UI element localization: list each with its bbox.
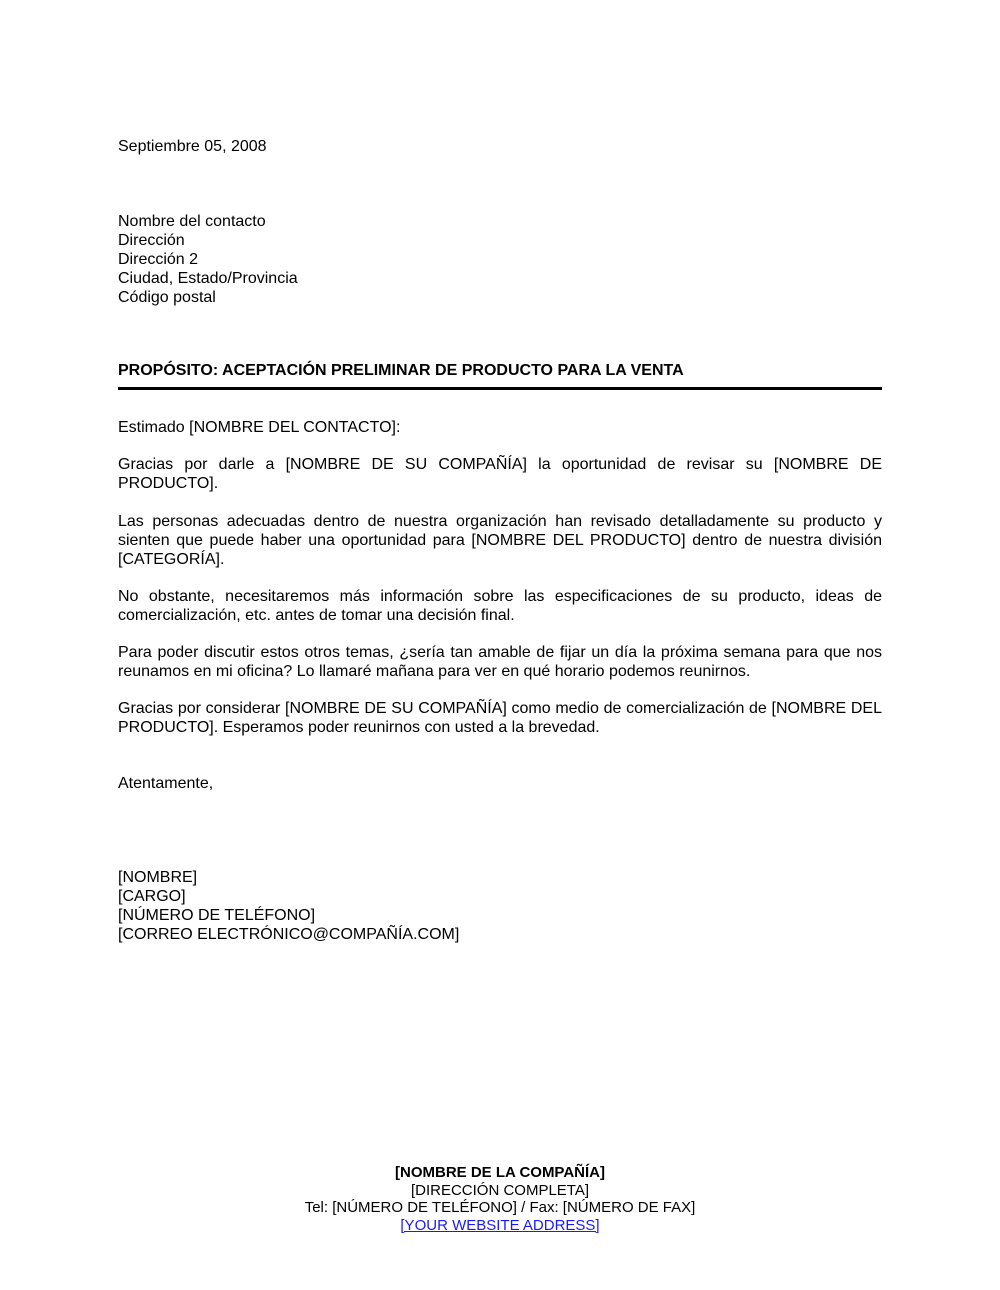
address-line-2: Dirección 2: [118, 251, 199, 268]
body-paragraph-3: No obstante, necesitaremos más información sobre las especificaciones de su producto, ideas de comercialización, etc. antes de tomar una decisión final.: [118, 588, 882, 624]
body-paragraph-1: Gracias por darle a [NOMBRE DE SU COMPAÑÍA] la oportunidad de revisar su [NOMBRE DE PRODUCTO].: [118, 456, 882, 492]
letter-footer: [0, 1164, 1000, 1234]
letter-date: Septiembre 05, 2008: [118, 138, 267, 155]
footer-address: [DIRECCIÓN COMPLETA]: [410, 1181, 590, 1199]
signature-email: [CORREO ELECTRÓNICO@COMPAÑÍA.COM]: [118, 926, 460, 943]
address-line-city-state: Ciudad, Estado/Provincia: [118, 270, 298, 287]
body-paragraph-4: Para poder discutir estos otros temas, ¿sería tan amable de fijar un día la próxima semana para que nos reunamos en mi oficina? Lo llamaré mañana para ver en qué horario podemos reunirnos.: [118, 644, 882, 680]
body-paragraph-5: Gracias por considerar [NOMBRE DE SU COMPAÑÍA] como medio de comercialización de [NOMBRE DEL PRODUCTO]. Esperamos poder reunirnos con usted a la brevedad.: [118, 700, 882, 736]
salutation: Estimado [NOMBRE DEL CONTACTO]:: [118, 419, 401, 436]
subject-divider: [118, 387, 882, 390]
subject-heading: PROPÓSITO: ACEPTACIÓN PRELIMINAR DE PRODUCTO PARA LA VENTA: [118, 362, 684, 379]
address-line-contact-name: Nombre del contacto: [118, 213, 266, 230]
recipient-address: [118, 212, 882, 307]
signature-block: [118, 868, 882, 944]
closing: Atentamente,: [118, 775, 214, 792]
signature-phone: [NÚMERO DE TELÉFONO]: [118, 907, 316, 924]
footer-contact: Tel: [NÚMERO DE TELÉFONO] / Fax: [NÚMERO DE FAX]: [304, 1199, 696, 1216]
signature-title: [CARGO]: [118, 888, 186, 905]
address-line-postal-code: Código postal: [118, 289, 216, 306]
footer-website-link[interactable]: [YOUR WEBSITE ADDRESS]: [400, 1216, 600, 1234]
signature-name: [NOMBRE]: [118, 869, 198, 886]
footer-company-name: [NOMBRE DE LA COMPAÑÍA]: [395, 1164, 605, 1181]
body-paragraph-2: Las personas adecuadas dentro de nuestra organización han revisado detalladamente su producto y sienten que puede haber una oportunidad para [NOMBRE DEL PRODUCTO] dentro de nuestra división [CATEGORÍA].: [118, 513, 882, 568]
address-line-1: Dirección: [118, 232, 185, 249]
